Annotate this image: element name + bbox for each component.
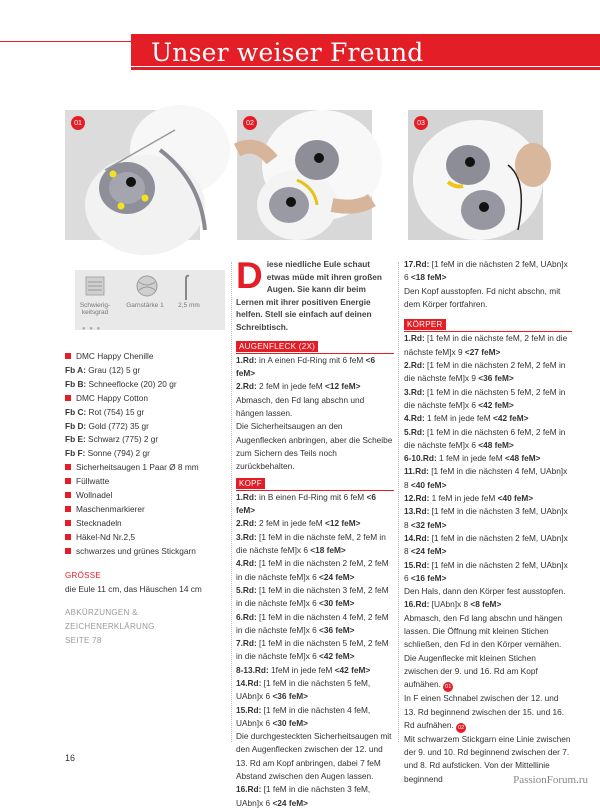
material-item: DMC Happy Chenille bbox=[65, 350, 230, 364]
row-line: 17.Rd: [1 feM in die nächsten 2 feM, UAbn]x 6 <18 feM> bbox=[404, 259, 568, 283]
abbreviations-page: SEITE 78 bbox=[65, 636, 102, 646]
row-line: In F einen Schnabel zwischen der 12. und 13. Rd beginnend zwischen der 15. und 16. Rd aufnähen. 02 bbox=[404, 693, 565, 731]
row-line: 5.Rd: [1 feM in die nächsten 6 feM, 2 feM in die nächste feM]x 6 <48 feM> bbox=[404, 426, 566, 450]
photo-number: 02 bbox=[243, 116, 257, 130]
row-line: 1.Rd: [1 feM in die nächste feM, 2 feM in die nächste feM]x 9 <27 feM> bbox=[404, 333, 568, 357]
photo-ref-01: 01 bbox=[445, 684, 452, 691]
size-text: die Eule 11 cm, das Häuschen 14 cm bbox=[65, 583, 202, 594]
title-banner bbox=[131, 34, 600, 70]
row-line: 13.Rd: [1 feM in die nächsten 3 feM, UAbn]x 8 <32 feM> bbox=[404, 506, 568, 530]
material-item: Fb D: Gold (772) 35 gr bbox=[65, 420, 149, 431]
material-item: Fb B: Schneeflocke (20) 20 gr bbox=[65, 378, 177, 389]
material-item: schwarzes und grünes Stickgarn bbox=[65, 545, 230, 559]
row-line: 2.Rd: 2 feM in jede feM <12 feM> bbox=[236, 381, 361, 392]
row-line: 12.Rd: 1 feM in jede feM <40 feM> bbox=[404, 493, 534, 504]
row-line: Den Kopf ausstopfen. Fd nicht abschn, mit dem Körper fortfahren. bbox=[404, 285, 561, 309]
material-item: Füllwatte bbox=[65, 475, 230, 489]
photo-ref-02: 02 bbox=[458, 724, 465, 731]
drop-cap: D bbox=[236, 255, 263, 296]
instructions-column-2 bbox=[236, 255, 394, 810]
watermark: PassionForum.ru bbox=[513, 774, 588, 786]
row-line: 6-10.Rd: 1 feM in jede feM <48 feM> bbox=[404, 453, 541, 464]
material-item: Häkel-Nd Nr.2,5 bbox=[65, 531, 230, 545]
row-line: Die Sicherheitsaugen an den Augenflecken anbringen, aber die Scheibe zum Sichern des Teils noch zurückbehalten. bbox=[236, 421, 393, 472]
row-line: Die Augenflecke mit kleinen Stichen zwischen der 9. und 16. Rd am Kopf aufnähen. 01 bbox=[404, 652, 538, 691]
row-line: 2.Rd: [1 feM in die nächsten 2 feM, 2 feM in die nächste feM]x 9 <36 feM> bbox=[404, 360, 566, 384]
difficulty-label: Schwierig-keitsgrad bbox=[79, 302, 111, 316]
owl-photo-2 bbox=[237, 110, 372, 240]
yarn-strength-label: Garnstärke 1 bbox=[126, 302, 164, 309]
difficulty-icon bbox=[85, 276, 105, 296]
material-item: Fb A: Grau (12) 5 gr bbox=[65, 364, 141, 375]
row-line: 8-13.Rd: 1feM in jede feM <42 feM> bbox=[236, 664, 371, 675]
material-item: Sicherheitsaugen 1 Paar Ø 8 mm bbox=[65, 461, 230, 475]
yarn-ball-icon bbox=[135, 274, 159, 298]
row-line: 14.Rd: [1 feM in die nächsten 2 feM, UAbn]x 8 <24 feM> bbox=[404, 532, 568, 557]
row-line: 11.Rd: [1 feM in die nächsten 4 feM, UAbn]x 8 <40 feM> bbox=[404, 466, 568, 490]
size-heading: GRÖSSE bbox=[65, 570, 102, 580]
photo-step-02 bbox=[237, 110, 372, 240]
owl-photo-3 bbox=[408, 110, 543, 240]
page-number: 16 bbox=[65, 753, 76, 763]
owl-photo-1 bbox=[65, 110, 200, 240]
column-divider bbox=[231, 262, 232, 742]
section-heading-koerper: KÖRPER bbox=[404, 319, 446, 330]
photo-step-03 bbox=[408, 110, 543, 240]
row-line: 5.Rd: [1 feM in die nächsten 3 feM, 2 feM in die nächste feM]x 6 <30 feM> bbox=[236, 584, 389, 609]
row-line: 3.Rd: [1 feM in die nächsten 5 feM, 2 feM in die nächste feM]x 6 <42 feM> bbox=[404, 386, 566, 410]
material-item: Fb F: Sonne (794) 2 gr bbox=[65, 448, 150, 459]
row-line: 2.Rd: 2 feM in jede feM <12 feM> bbox=[236, 518, 361, 529]
row-line: Abmasch, den Fd lang abschn und hängen lassen. Die Öffnung mit kleinen Stichen schließen, den Fd in den Körper vernähen. bbox=[404, 612, 563, 650]
row-line: 1.Rd: in B einen Fd-Ring mit 6 feM <6 feM> bbox=[236, 491, 376, 516]
row-line: 6.Rd: [1 feM in die nächsten 4 feM, 2 feM in die nächste feM]x 6 <36 feM> bbox=[236, 611, 389, 635]
photo-step-01 bbox=[65, 110, 200, 240]
section-heading-augenfleck: AUGENFLECK (2X) bbox=[236, 341, 318, 352]
photo-number: 01 bbox=[71, 116, 85, 130]
row-line: 4.Rd: [1 feM in die nächsten 2 feM, 2 feM in die nächste feM]x 6 <24 feM> bbox=[236, 558, 389, 582]
needle-size-label: 2,5 mm bbox=[178, 302, 200, 309]
material-item: DMC Happy Cotton bbox=[65, 392, 230, 406]
intro-paragraph: Diese niedliche Eule schaut etwas müde mit ihren großen Augen. Sie kann dir beim Lernen mit ihrer positiven Energie helfen. Stell sie einfach auf deinen Schreibtisch. bbox=[236, 255, 382, 332]
hook-icon bbox=[181, 274, 191, 300]
info-box bbox=[75, 270, 225, 330]
row-line: 15.Rd: [1 feM in die nächsten 2 feM, UAbn]x 6 <16 feM> bbox=[404, 559, 568, 583]
page-title: Unser weiser Freund bbox=[151, 37, 424, 67]
row-line: 7.Rd: [1 feM in die nächsten 5 feM, 2 feM in die nächste feM]x 6 <42 feM> bbox=[236, 638, 389, 662]
material-item: Fb C: Rot (754) 15 gr bbox=[65, 406, 145, 417]
row-line: 14.Rd: [1 feM in die nächsten 5 feM, UAbn]x 6 <36 feM> bbox=[236, 677, 371, 702]
row-line: 16.Rd: [UAbn]x 8 <8 feM> bbox=[404, 599, 502, 610]
material-item: Fb E: Schwarz (775) 2 gr bbox=[65, 434, 159, 445]
photo-number: 03 bbox=[414, 116, 428, 130]
row-line: 3.Rd: [1 feM in die nächste feM, 2 feM in die nächste feM]x 6 <18 feM> bbox=[236, 531, 386, 556]
row-line: 1.Rd: in A einen Fd-Ring mit 6 feM <6 feM> bbox=[236, 354, 376, 379]
row-line: Die durchgesteckten Sicherheitsaugen mit den Augenflecken zwischen der 12. und 13. Rd am Kopf anbringen, dabei 7 feM Abstand zwischen den Augen lassen. bbox=[236, 731, 392, 782]
row-line: Abmasch, den Fd lang abschn und hängen lassen. bbox=[236, 394, 365, 419]
section-heading-kopf: KOPF bbox=[236, 478, 265, 489]
column-divider bbox=[398, 262, 399, 742]
row-line: 4.Rd: 1 feM in jede feM <42 feM> bbox=[404, 413, 529, 424]
row-line: Den Hals, dann den Körper fest ausstopfen. bbox=[404, 586, 566, 597]
material-item: Stecknadeln bbox=[65, 517, 230, 531]
material-item: Maschenmarkierer bbox=[65, 503, 230, 517]
instructions-column-3 bbox=[404, 258, 572, 786]
difficulty-dots: ● ● ● bbox=[82, 326, 102, 332]
material-item: Wollnadel bbox=[65, 489, 230, 503]
row-line: 15.Rd: [1 feM in die nächsten 4 feM, UAbn]x 6 <30 feM> bbox=[236, 704, 371, 728]
row-line: 16.Rd: [1 feM in die nächsten 3 feM, UAbn]x 6 <24 feM> bbox=[236, 784, 371, 808]
materials-list bbox=[65, 350, 230, 648]
abbreviations-heading: ABKÜRZUNGEN & ZEICHENERKLÄRUNG bbox=[65, 608, 155, 632]
title-rule bbox=[0, 41, 131, 42]
row-line: Mit schwarzem Stickgarn eine Linie zwischen der 9. und 10. Rd beginnend zwischen der 7. und 8. Rd aufsticken. Von der Mittellinie beginnend bbox=[404, 733, 571, 784]
